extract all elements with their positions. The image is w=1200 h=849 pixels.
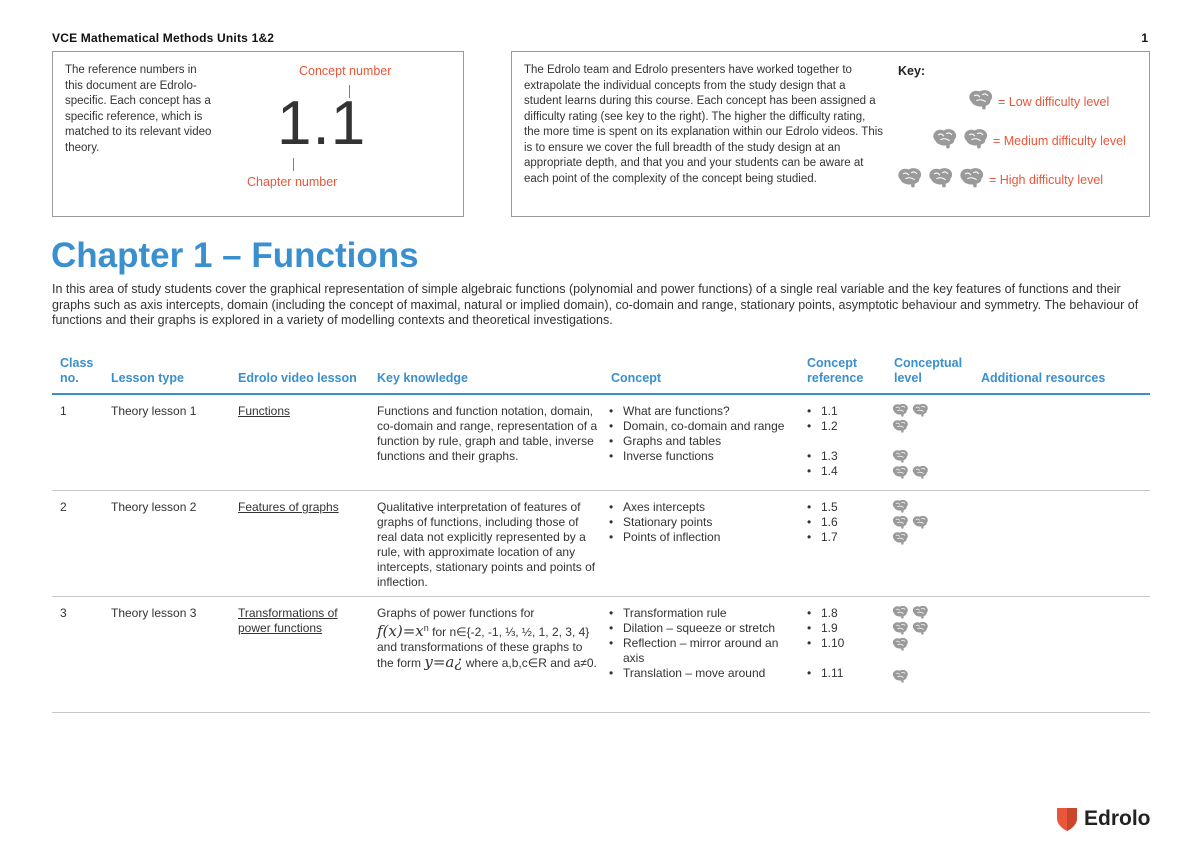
chapter-title: Chapter 1 – Functions bbox=[51, 236, 419, 275]
power-function-formula: f(x)=x bbox=[377, 622, 424, 640]
key-high-brains bbox=[897, 167, 985, 193]
edrolo-shield-icon bbox=[1056, 806, 1078, 832]
key-title: Key: bbox=[898, 64, 926, 78]
concept-item: • Transformation rule bbox=[609, 606, 794, 621]
reference-item: • 1.7 bbox=[807, 530, 877, 545]
reference-item: • 1.1 bbox=[807, 404, 877, 419]
brain-icon bbox=[959, 167, 985, 193]
header-key-knowledge: Key knowledge bbox=[377, 371, 468, 385]
difficulty-explainer-text: The Edrolo team and Edrolo presenters have worked together to extrapolate the individual concepts from the study design that a student learns during this course. Each concept has been assigned a difficulty rating (see key to the right). The higher the difficulty rating, the more time is spent on its explanation within our Edrolo videos. This is to ensure we cover the full breadth of the study design at an appropriate depth, and that you and your students can be aware at each point of the complexity of the concept being studied. bbox=[524, 64, 884, 185]
level-brains bbox=[892, 531, 909, 550]
header-video-lesson: Edrolo video lesson bbox=[238, 371, 357, 385]
transformed-form-formula: y=a¿ bbox=[424, 653, 463, 671]
class-number: 2 bbox=[60, 500, 67, 514]
table-header bbox=[52, 353, 1150, 395]
key-medium bbox=[932, 128, 1126, 154]
class-number: 1 bbox=[60, 404, 67, 418]
reference-item: • 1.10 bbox=[807, 636, 877, 651]
reference-explainer-box bbox=[52, 51, 464, 217]
key-high bbox=[897, 167, 1103, 193]
brain-icon bbox=[932, 128, 958, 154]
concept-item: • What are functions? bbox=[609, 404, 794, 419]
key-high-label: = High difficulty level bbox=[989, 173, 1104, 187]
brain-icon bbox=[912, 621, 929, 640]
brain-icon bbox=[892, 637, 909, 656]
chapter-tick bbox=[293, 158, 294, 171]
key-low-brains bbox=[968, 89, 994, 115]
edrolo-logo-text: Edrolo bbox=[1084, 807, 1151, 830]
concept-item: • Dilation – squeeze or stretch bbox=[609, 621, 794, 636]
reference-item: • 1.2 bbox=[807, 419, 877, 434]
header-concept: Concept bbox=[611, 371, 661, 385]
level-brains bbox=[892, 465, 929, 484]
reference-item: • 1.3 bbox=[807, 449, 877, 464]
concept-item: • Graphs and tables bbox=[609, 434, 794, 449]
header-class-no-line1: Class bbox=[60, 356, 94, 370]
header-ref-line1: Concept bbox=[807, 356, 857, 370]
header-ref-line2: reference bbox=[807, 371, 864, 385]
concept-list bbox=[609, 606, 794, 681]
example-reference-number: 1.1 bbox=[277, 89, 367, 158]
concept-item: • Inverse functions bbox=[609, 449, 794, 464]
table-row bbox=[52, 491, 1150, 597]
chapter-number-label: Chapter number bbox=[247, 175, 338, 189]
brain-icon bbox=[968, 89, 994, 115]
key-knowledge-part: where a,b,c∈R and a≠0. bbox=[465, 656, 597, 670]
header-additional-resources: Additional resources bbox=[981, 371, 1106, 385]
header-class-no-line2: no. bbox=[60, 371, 79, 385]
key-medium-label: = Medium difficulty level bbox=[993, 134, 1126, 148]
reference-item: • 1.5 bbox=[807, 500, 877, 515]
difficulty-explainer-box bbox=[511, 51, 1150, 217]
level-brains bbox=[892, 669, 909, 688]
key-knowledge: Qualitative interpretation of features of graphs of functions, including those of real data not explicitly represented by a rule, with approximate location of any intercepts, stationary points and points of inflection. bbox=[377, 500, 596, 589]
reference-list bbox=[807, 606, 877, 681]
table-row bbox=[52, 395, 1150, 491]
concept-list bbox=[609, 500, 794, 545]
key-low bbox=[968, 89, 1109, 115]
header-concept-reference bbox=[807, 356, 863, 386]
header-level-line2: level bbox=[894, 371, 922, 385]
header-conceptual-level bbox=[894, 356, 962, 386]
brain-icon bbox=[892, 465, 909, 484]
concept-item: • Axes intercepts bbox=[609, 500, 794, 515]
reference-list bbox=[807, 404, 877, 479]
edrolo-logo bbox=[1056, 806, 1151, 832]
video-lesson-link[interactable]: Features of graphs bbox=[238, 500, 339, 514]
reference-list bbox=[807, 500, 877, 545]
key-medium-brains bbox=[932, 128, 989, 154]
brain-icon bbox=[912, 403, 929, 422]
chapter-intro: In this area of study students cover the graphical representation of simple algebraic functions (polynomial and power functions) of a single real variable and the key features of functions and their graphs such as axis intercepts, domain (including the concept of maximal, natural or implied domain), co-domain and range, stationary points, asymptotic behaviour and symmetry. The behaviour of functions and their graphs is explored in a variety of modelling contexts and theoretical investigations. bbox=[52, 282, 1139, 327]
level-brains bbox=[892, 637, 909, 656]
concept-item: • Stationary points bbox=[609, 515, 794, 530]
reference-item: • 1.8 bbox=[807, 606, 877, 621]
page-number: 1 bbox=[1141, 31, 1148, 45]
brain-icon bbox=[912, 465, 929, 484]
concept-number-label: Concept number bbox=[299, 64, 392, 78]
lesson-type: Theory lesson 3 bbox=[111, 606, 197, 620]
document-title: VCE Mathematical Methods Units 1&2 bbox=[52, 31, 275, 45]
key-knowledge-part: for n∈{-2, -1, ⅓, ½, 1, 2, 3, 4} and transformations of these graphs to the form bbox=[377, 625, 590, 670]
header-class-no bbox=[60, 356, 93, 386]
brain-icon bbox=[892, 531, 909, 550]
concept-item: • Domain, co-domain and range bbox=[609, 419, 794, 434]
level-brains bbox=[892, 419, 909, 438]
lesson-type: Theory lesson 2 bbox=[111, 500, 197, 514]
header-lesson-type: Lesson type bbox=[111, 371, 184, 385]
concept-item: • Reflection – mirror around an axis bbox=[609, 636, 794, 666]
key-low-label: = Low difficulty level bbox=[998, 95, 1110, 109]
brain-icon bbox=[897, 167, 923, 193]
brain-icon bbox=[892, 419, 909, 438]
header-level-line1: Conceptual bbox=[894, 356, 963, 370]
reference-item: • 1.9 bbox=[807, 621, 877, 636]
reference-item: • 1.11 bbox=[807, 666, 877, 681]
brain-icon bbox=[912, 515, 929, 534]
table-row bbox=[52, 597, 1150, 713]
brain-icon bbox=[963, 128, 989, 154]
exponent-n: n bbox=[423, 623, 429, 633]
video-lesson-link[interactable]: Functions bbox=[238, 404, 291, 418]
brain-icon bbox=[892, 669, 909, 688]
reference-explainer-text: The reference numbers in this document are Edrolo-specific. Each concept has a specific reference, which is matched to its relevant video theory. bbox=[65, 64, 212, 154]
key-knowledge bbox=[377, 606, 599, 671]
key-knowledge-part: Graphs of power functions for bbox=[377, 606, 535, 620]
lesson-type: Theory lesson 1 bbox=[111, 404, 197, 418]
reference-item: • 1.6 bbox=[807, 515, 877, 530]
key-knowledge: Functions and function notation, domain, co-domain and range, representation of a function by rule, graph and table, inverse functions and their graphs. bbox=[377, 404, 598, 463]
concept-item: • Translation – move around bbox=[609, 666, 794, 681]
brain-icon bbox=[928, 167, 954, 193]
video-lesson-link[interactable]: Transformations of power functions bbox=[238, 606, 338, 635]
reference-item: • 1.4 bbox=[807, 464, 877, 479]
concept-list bbox=[609, 404, 794, 464]
concept-item: • Points of inflection bbox=[609, 530, 794, 545]
class-number: 3 bbox=[60, 606, 67, 620]
